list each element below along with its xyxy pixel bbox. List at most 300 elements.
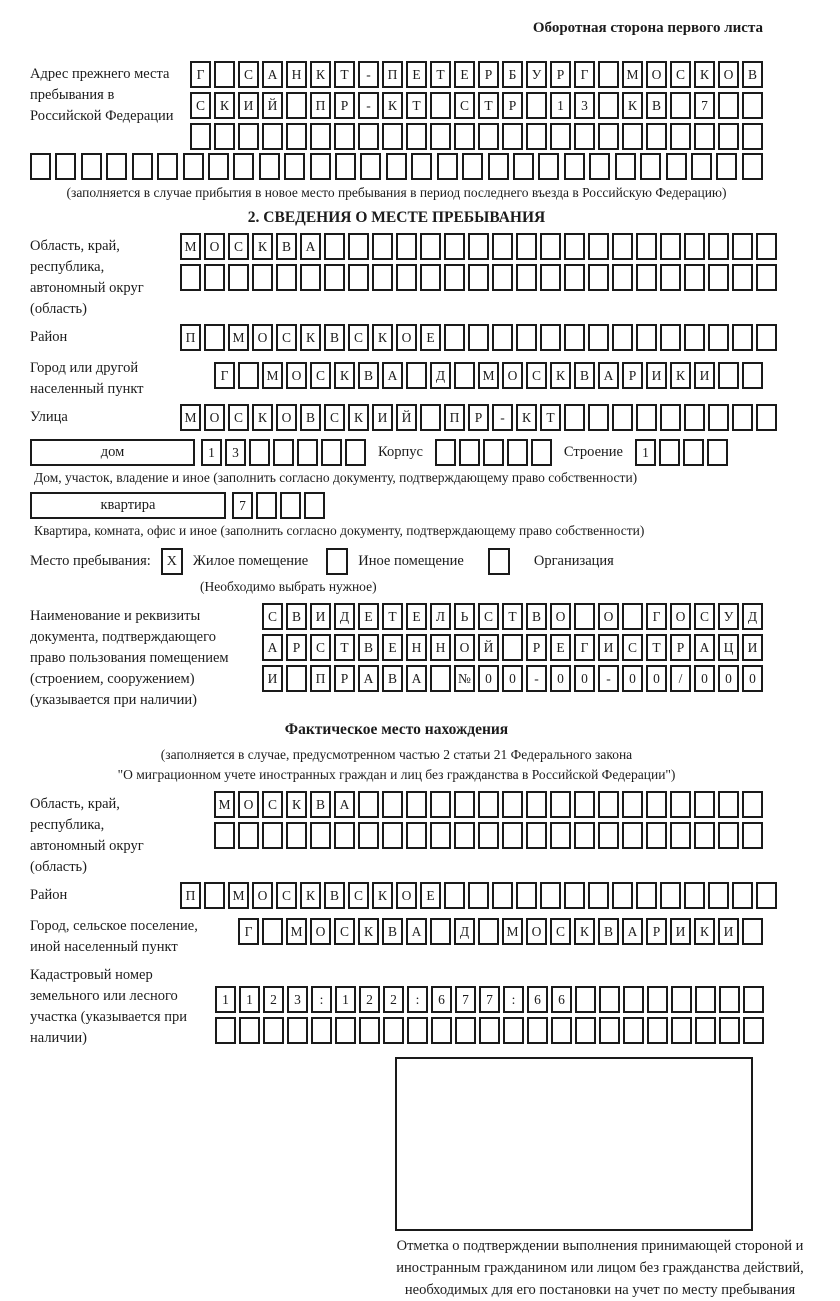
char-cell: И [670, 918, 691, 945]
char-cell [708, 324, 729, 351]
char-cell: Р [670, 634, 691, 661]
cell-row [180, 264, 777, 291]
char-cell [636, 264, 657, 291]
char-cell [396, 264, 417, 291]
stay-type-note: (Необходимо выбрать нужное) [200, 579, 377, 594]
char-cell: 7 [232, 492, 253, 519]
char-cell [437, 153, 458, 180]
char-cell [742, 822, 763, 849]
actual-city-block [30, 913, 763, 958]
char-cell [454, 362, 475, 389]
char-cell [615, 153, 636, 180]
char-cell [694, 123, 715, 150]
cell-row [180, 324, 777, 351]
char-cell [527, 1017, 548, 1044]
char-cell [345, 439, 366, 466]
char-cell [646, 822, 667, 849]
char-cell [622, 123, 643, 150]
char-cell [286, 92, 307, 119]
char-cell [411, 153, 432, 180]
char-cell [273, 439, 294, 466]
char-cell: 6 [527, 986, 548, 1013]
char-cell [180, 264, 201, 291]
char-cell [623, 986, 644, 1013]
char-cell: Л [430, 603, 451, 630]
char-cell: Д [454, 918, 475, 945]
char-cell [646, 791, 667, 818]
cell-row [180, 233, 777, 260]
char-cell: К [252, 233, 273, 260]
char-cell [623, 1017, 644, 1044]
char-cell: Д [430, 362, 451, 389]
char-cell [502, 822, 523, 849]
char-cell [742, 918, 763, 945]
char-cell [636, 324, 657, 351]
actual-location-title: Фактическое место нахождения [284, 721, 509, 738]
cell-row [214, 822, 763, 849]
checkbox-inoe [326, 548, 348, 575]
char-cell [286, 665, 307, 692]
cell-row [262, 634, 763, 661]
char-cell [718, 92, 739, 119]
stay-type-row [30, 548, 763, 575]
char-cell: К [214, 92, 235, 119]
char-cell [636, 882, 657, 909]
char-cell [430, 918, 451, 945]
char-cell [334, 123, 355, 150]
char-cell [454, 791, 475, 818]
char-cell [756, 264, 777, 291]
char-cell [588, 882, 609, 909]
char-cell: С [348, 324, 369, 351]
char-cell: : [311, 986, 332, 1013]
char-cell [671, 986, 692, 1013]
char-cell [204, 324, 225, 351]
char-cell [310, 822, 331, 849]
char-cell: В [646, 92, 667, 119]
char-cell [575, 1017, 596, 1044]
char-cell: В [742, 61, 763, 88]
char-cell: Г [574, 634, 595, 661]
char-cell: О [396, 324, 417, 351]
char-cell [670, 92, 691, 119]
char-cell: 1 [335, 986, 356, 1013]
char-cell: О [550, 603, 571, 630]
char-cell [598, 123, 619, 150]
char-cell: В [310, 791, 331, 818]
char-cell: Р [502, 92, 523, 119]
char-cell [360, 153, 381, 180]
char-cell [540, 882, 561, 909]
char-cell: К [622, 92, 643, 119]
char-cell [502, 634, 523, 661]
char-cell: А [358, 665, 379, 692]
street-block [30, 404, 763, 431]
char-cell [694, 822, 715, 849]
char-cell [348, 264, 369, 291]
char-cell [531, 439, 552, 466]
char-cell [286, 822, 307, 849]
char-cell: 6 [551, 986, 572, 1013]
char-cell: В [358, 362, 379, 389]
char-cell: В [382, 665, 403, 692]
char-cell [334, 822, 355, 849]
char-cell: С [310, 362, 331, 389]
char-cell [430, 665, 451, 692]
char-cell: Д [334, 603, 355, 630]
char-cell [612, 404, 633, 431]
char-cell [598, 791, 619, 818]
char-cell: У [526, 61, 547, 88]
char-cell: С [276, 324, 297, 351]
char-cell [396, 233, 417, 260]
apartment-row [30, 492, 763, 519]
char-cell [540, 264, 561, 291]
char-cell [335, 153, 356, 180]
char-cell [284, 153, 305, 180]
char-cell [304, 492, 325, 519]
char-cell [106, 153, 127, 180]
char-cell [732, 233, 753, 260]
char-cell [249, 439, 270, 466]
char-cell [612, 264, 633, 291]
char-cell [550, 822, 571, 849]
char-cell [732, 882, 753, 909]
char-cell: С [310, 634, 331, 661]
stay-type-label: Место пребывания: [30, 553, 151, 569]
char-cell: М [228, 882, 249, 909]
char-cell: 0 [694, 665, 715, 692]
char-cell: С [276, 882, 297, 909]
char-cell [564, 404, 585, 431]
house-number-cells [201, 439, 366, 466]
actual-district-label: Район [30, 887, 68, 903]
char-cell: 1 [201, 439, 222, 466]
char-cell: 0 [550, 665, 571, 692]
char-cell: С [348, 882, 369, 909]
char-cell: А [622, 918, 643, 945]
cell-row [190, 123, 763, 150]
char-cell [478, 791, 499, 818]
stamp-caption: Отметка о подтверждении выполнения принимающей стороной и иностранным гражданином или лицом без гражданства действий, необходимых для его постановки на учет по месту пребывания [396, 1238, 804, 1298]
char-cell: Е [420, 882, 441, 909]
city-block [30, 355, 763, 400]
char-cell: 1 [239, 986, 260, 1013]
cadastre-block [30, 962, 763, 1049]
char-cell: Г [190, 61, 211, 88]
prev-address-label: Адрес прежнего места пребывания в Российской Федерации [30, 66, 174, 124]
char-cell [743, 1017, 764, 1044]
char-cell: - [526, 665, 547, 692]
char-cell [430, 123, 451, 150]
char-cell [707, 439, 728, 466]
corner-note: Оборотная сторона первого листа [532, 20, 763, 36]
char-cell [214, 123, 235, 150]
char-cell: К [694, 61, 715, 88]
char-cell: Ц [718, 634, 739, 661]
char-cell [647, 986, 668, 1013]
char-cell [359, 1017, 380, 1044]
char-cell [259, 153, 280, 180]
char-cell [708, 233, 729, 260]
char-cell [670, 822, 691, 849]
char-cell: И [310, 603, 331, 630]
char-cell: Е [382, 634, 403, 661]
char-cell: О [502, 362, 523, 389]
char-cell [311, 1017, 332, 1044]
char-cell: С [694, 603, 715, 630]
char-cell [183, 153, 204, 180]
char-cell: № [454, 665, 475, 692]
char-cell [732, 264, 753, 291]
char-cell: О [204, 404, 225, 431]
char-cell: 2 [383, 986, 404, 1013]
char-cell [574, 791, 595, 818]
char-cell [640, 153, 661, 180]
char-cell [30, 153, 51, 180]
char-cell: О [598, 603, 619, 630]
char-cell: Р [286, 634, 307, 661]
char-cell: К [382, 92, 403, 119]
char-cell [492, 882, 513, 909]
char-cell [671, 1017, 692, 1044]
cell-row [262, 665, 763, 692]
char-cell: - [358, 61, 379, 88]
char-cell: С [454, 92, 475, 119]
char-cell: О [238, 791, 259, 818]
char-cell: К [372, 324, 393, 351]
char-cell [382, 822, 403, 849]
char-cell: И [742, 634, 763, 661]
char-cell: И [646, 362, 667, 389]
actual-city-label: Город, сельское поселение, иной населенный пункт [30, 918, 198, 955]
char-cell [588, 324, 609, 351]
char-cell: Т [406, 92, 427, 119]
char-cell: О [396, 882, 417, 909]
char-cell [233, 153, 254, 180]
char-cell [564, 264, 585, 291]
char-cell: В [382, 918, 403, 945]
char-cell [574, 123, 595, 150]
char-cell [406, 791, 427, 818]
char-cell [564, 153, 585, 180]
char-cell [386, 153, 407, 180]
char-cell: Т [334, 61, 355, 88]
cell-row [190, 92, 763, 119]
char-cell [612, 324, 633, 351]
char-cell [55, 153, 76, 180]
char-cell [513, 153, 534, 180]
char-cell [372, 264, 393, 291]
char-cell: С [238, 61, 259, 88]
char-cell [564, 882, 585, 909]
char-cell: К [574, 918, 595, 945]
char-cell: 3 [287, 986, 308, 1013]
char-cell [540, 324, 561, 351]
char-cell [430, 791, 451, 818]
char-cell [742, 362, 763, 389]
char-cell [660, 264, 681, 291]
char-cell: К [670, 362, 691, 389]
stroenie-label: Строение [563, 444, 623, 460]
char-cell [478, 123, 499, 150]
char-cell [420, 233, 441, 260]
char-cell [574, 822, 595, 849]
char-cell: - [492, 404, 513, 431]
char-cell [420, 264, 441, 291]
char-cell [81, 153, 102, 180]
checkbox-organizaciya [488, 548, 510, 575]
apartment-namebox: квартира [30, 492, 226, 519]
char-cell: А [262, 634, 283, 661]
char-cell [540, 233, 561, 260]
char-cell: Г [238, 918, 259, 945]
char-cell: Т [502, 603, 523, 630]
char-cell: К [286, 791, 307, 818]
char-cell [287, 1017, 308, 1044]
char-cell [599, 986, 620, 1013]
cell-row [238, 918, 763, 945]
char-cell: 0 [646, 665, 667, 692]
char-cell [407, 1017, 428, 1044]
char-cell: / [670, 665, 691, 692]
char-cell: М [622, 61, 643, 88]
char-cell: У [718, 603, 739, 630]
char-cell [468, 233, 489, 260]
street-label: Улица [30, 409, 68, 425]
char-cell: С [622, 634, 643, 661]
char-cell: М [286, 918, 307, 945]
char-cell [622, 822, 643, 849]
char-cell [492, 324, 513, 351]
char-cell: Р [646, 918, 667, 945]
char-cell [719, 986, 740, 1013]
char-cell [444, 264, 465, 291]
char-cell: : [407, 986, 428, 1013]
char-cell: 3 [225, 439, 246, 466]
char-cell [263, 1017, 284, 1044]
char-cell [636, 233, 657, 260]
char-cell: О [310, 918, 331, 945]
char-cell [459, 439, 480, 466]
char-cell [321, 439, 342, 466]
char-cell [310, 153, 331, 180]
char-cell [335, 1017, 356, 1044]
char-cell [742, 791, 763, 818]
char-cell: О [276, 404, 297, 431]
char-cell [420, 404, 441, 431]
char-cell: П [310, 665, 331, 692]
char-cell [742, 123, 763, 150]
char-cell [382, 791, 403, 818]
char-cell [551, 1017, 572, 1044]
char-cell: К [372, 882, 393, 909]
char-cell [683, 439, 704, 466]
cell-row [215, 986, 764, 1013]
char-cell [718, 822, 739, 849]
char-cell: С [670, 61, 691, 88]
char-cell [599, 1017, 620, 1044]
actual-location-note2: "О миграционном учете иностранных граждан и лиц без гражданства в Российской Федерации") [117, 767, 676, 782]
char-cell [659, 439, 680, 466]
char-cell: А [382, 362, 403, 389]
char-cell [455, 1017, 476, 1044]
char-cell: О [252, 882, 273, 909]
char-cell: И [598, 634, 619, 661]
char-cell [588, 233, 609, 260]
char-cell [526, 123, 547, 150]
char-cell [516, 233, 537, 260]
district-block [30, 324, 763, 351]
char-cell [406, 822, 427, 849]
char-cell: 7 [694, 92, 715, 119]
checkbox-zhiloe: X [161, 548, 183, 575]
char-cell [238, 123, 259, 150]
char-cell: И [262, 665, 283, 692]
char-cell [684, 233, 705, 260]
char-cell: О [718, 61, 739, 88]
char-cell [444, 882, 465, 909]
char-cell [431, 1017, 452, 1044]
char-cell: О [454, 634, 475, 661]
prev-address-block [30, 61, 763, 150]
char-cell: М [478, 362, 499, 389]
char-cell: С [262, 791, 283, 818]
cell-row [214, 362, 763, 389]
char-cell [256, 492, 277, 519]
char-cell: 2 [263, 986, 284, 1013]
document-label: Наименование и реквизиты документа, подтверждающего право пользования помещением (строением, сооружением) (указывается при наличии) [30, 608, 229, 708]
char-cell: 0 [742, 665, 763, 692]
cell-row [262, 603, 763, 630]
char-cell [503, 1017, 524, 1044]
char-cell [132, 153, 153, 180]
char-cell [372, 233, 393, 260]
char-cell: 0 [502, 665, 523, 692]
char-cell: Й [262, 92, 283, 119]
char-cell [538, 153, 559, 180]
char-cell: В [574, 362, 595, 389]
char-cell [708, 264, 729, 291]
char-cell: 1 [215, 986, 236, 1013]
char-cell: Г [646, 603, 667, 630]
char-cell [492, 233, 513, 260]
char-cell [502, 791, 523, 818]
char-cell: Т [478, 92, 499, 119]
cadastre-label: Кадастровый номер земельного или лесного участка (указывается при наличии) [30, 967, 187, 1046]
char-cell: - [358, 92, 379, 119]
char-cell: 6 [431, 986, 452, 1013]
district-label: Район [30, 329, 68, 345]
char-cell [204, 264, 225, 291]
char-cell: М [180, 233, 201, 260]
char-cell: В [526, 603, 547, 630]
char-cell [636, 404, 657, 431]
char-cell [695, 1017, 716, 1044]
char-cell [684, 882, 705, 909]
char-cell [684, 324, 705, 351]
char-cell: С [478, 603, 499, 630]
char-cell [382, 123, 403, 150]
char-cell: К [252, 404, 273, 431]
char-cell: В [358, 634, 379, 661]
char-cell: К [310, 61, 331, 88]
char-cell [646, 123, 667, 150]
char-cell: Н [406, 634, 427, 661]
char-cell [598, 822, 619, 849]
char-cell [708, 404, 729, 431]
char-cell [732, 404, 753, 431]
